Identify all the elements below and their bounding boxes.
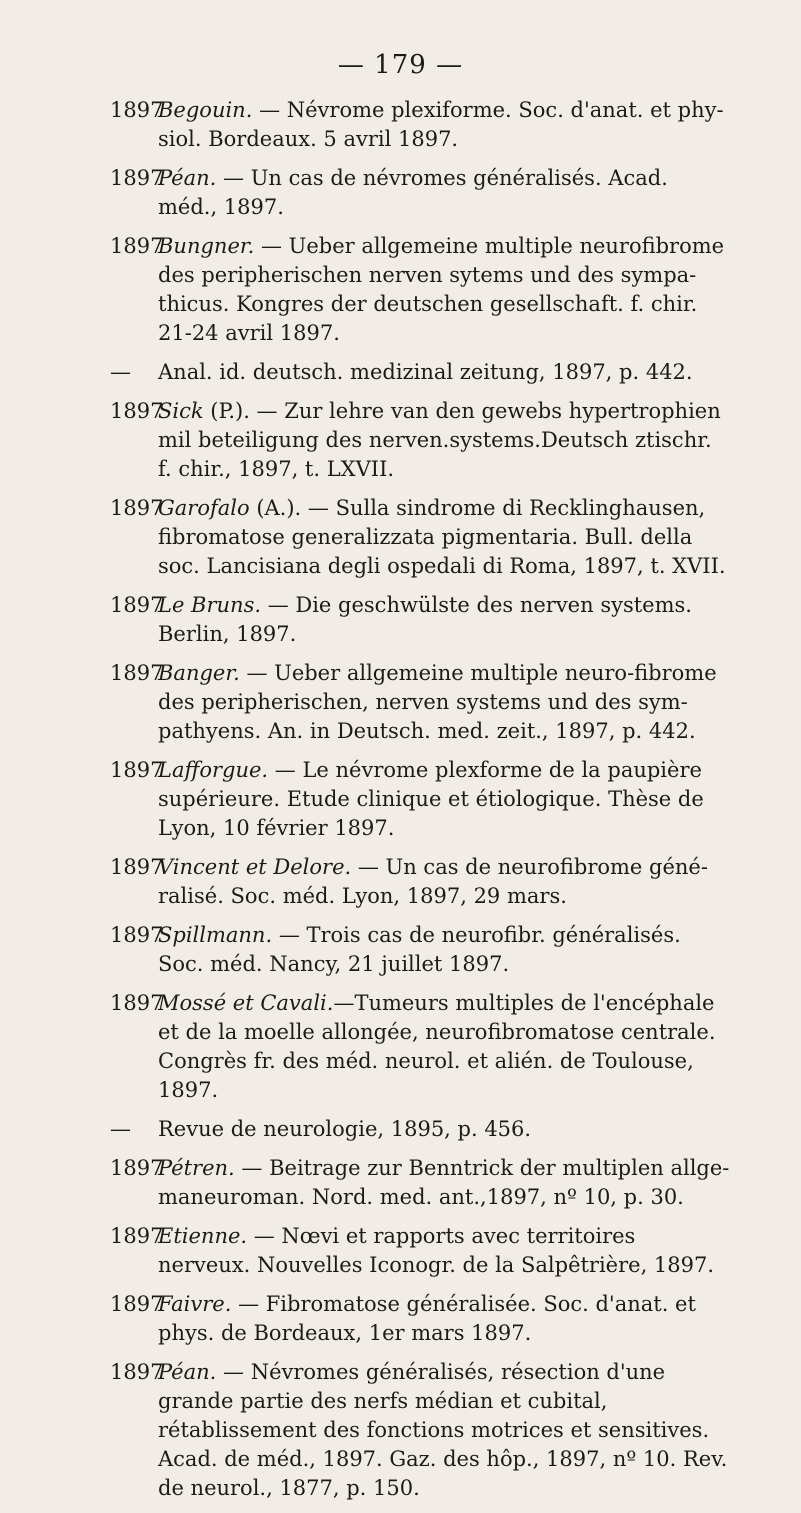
- entry-text: — Beitrage zur Benntrick der multiplen allge- maneuroman. Nord. med. ant.,1897, nº 10, p. 30.: [158, 1156, 730, 1209]
- bibliography-entry: [110, 1154, 730, 1212]
- entry-text: — Nœvi et rapports avec territoires nerveux. Nouvelles Iconogr. de la Salpêtrière, 1897.: [158, 1224, 715, 1277]
- entry-text: Revue de neurologie, 1895, p. 456.: [158, 1117, 532, 1141]
- entry-year: 1897: [110, 593, 164, 617]
- bibliography-entry: [110, 1222, 730, 1280]
- bibliography-entry: [110, 164, 730, 222]
- bibliography-entry: [110, 591, 730, 649]
- entry-text: — Le névrome plexforme de la paupière supérieure. Etude clinique et étiologique. Thèse de Lyon, 10 février 1897.: [158, 758, 704, 840]
- entry-year: 1897: [110, 1360, 164, 1384]
- entry-year: —: [110, 1117, 131, 1141]
- entry-text: — Un cas de neurofibrome géné- ralisé. Soc. méd. Lyon, 1897, 29 mars.: [158, 855, 708, 908]
- entry-year: —: [110, 360, 131, 384]
- entry-author: Sick: [158, 399, 204, 423]
- entry-author: Péan.: [158, 166, 217, 190]
- entry-year: 1897: [110, 234, 164, 258]
- entry-year: 1897: [110, 1156, 164, 1180]
- entry-text: — Die geschwülste des nerven systems. Berlin, 1897.: [158, 593, 692, 646]
- entry-year: 1897: [110, 496, 164, 520]
- entry-author: Etienne.: [158, 1224, 248, 1248]
- entry-text: —Tumeurs multiples de l'encéphale et de la moelle allongée, neurofibromatose centrale. Congrès fr. des méd. neurol. et alién. de Toulouse, 1897.: [158, 991, 716, 1102]
- bibliography-entry: [110, 756, 730, 843]
- entry-text: Anal. id. deutsch. medizinal zeitung, 1897, p. 442.: [158, 360, 693, 384]
- entry-text: — Névrome plexiforme. Soc. d'anat. et phy- siol. Bordeaux. 5 avril 1897.: [158, 98, 724, 151]
- entry-year: 1897: [110, 661, 164, 685]
- entry-text: — Ueber allgemeine multiple neuro-fibrome des peripherischen, nerven systems und des sym- pathyens. An. in Deutsch. med. zeit., 1897, p. 442.: [158, 661, 717, 743]
- entry-text: (A.). — Sulla sindrome di Recklinghausen, fibromatose generalizzata pigmentaria. Bull. della soc. Lancisiana degli ospedali di Roma, 1897, t. XVII.: [158, 496, 726, 578]
- bibliography-entry: [110, 1115, 730, 1144]
- entry-year: 1897: [110, 758, 164, 782]
- entry-author: Mossé et Cavali.: [158, 991, 334, 1015]
- entry-year: 1897: [110, 98, 164, 122]
- entry-year: 1897: [110, 991, 164, 1015]
- entry-author: Begouin.: [158, 98, 253, 122]
- bibliography-entry: [110, 1358, 730, 1503]
- entry-author: Banger.: [158, 661, 240, 685]
- bibliography-list: [110, 96, 730, 1513]
- bibliography-entry: [110, 232, 730, 348]
- entry-author: Faivre.: [158, 1292, 232, 1316]
- entry-year: 1897: [110, 1224, 164, 1248]
- bibliography-entry: [110, 853, 730, 911]
- bibliography-entry: [110, 1290, 730, 1348]
- entry-author: Vincent et Delore.: [158, 855, 352, 879]
- bibliography-entry: [110, 659, 730, 746]
- entry-year: 1897: [110, 855, 164, 879]
- entry-year: 1897: [110, 1292, 164, 1316]
- bibliography-entry: [110, 96, 730, 154]
- entry-author: Péan.: [158, 1360, 217, 1384]
- entry-author: Garofalo: [158, 496, 250, 520]
- entry-author: Spillmann.: [158, 923, 273, 947]
- bibliography-entry: [110, 494, 730, 581]
- bibliography-entry: [110, 989, 730, 1105]
- entry-author: Bungner.: [158, 234, 255, 258]
- entry-text: — Névromes généralisés, résection d'une grande partie des nerfs médian et cubital, rétablissement des fonctions motrices et sensitives. Acad. de méd., 1897. Gaz. des hôp., 1897, nº 10. Rev. de neurol., 1877, p. 150.: [158, 1360, 728, 1500]
- entry-text: — Trois cas de neurofibr. généralisés. Soc. méd. Nancy, 21 juillet 1897.: [158, 923, 681, 976]
- entry-year: 1897: [110, 923, 164, 947]
- entry-text: — Ueber allgemeine multiple neurofibrome des peripherischen nerven sytems und des sympa- thicus. Kongres der deutschen gesellschaft. f. chir. 21-24 avril 1897.: [158, 234, 725, 345]
- page-number: — 179 —: [337, 50, 464, 80]
- entry-author: Le Bruns.: [158, 593, 262, 617]
- entry-text: (P.). — Zur lehre van den gewebs hypertrophien mil beteiligung des nerven.systems.Deutsch ztischr. f. chir., 1897, t. LXVII.: [158, 399, 721, 481]
- entry-text: — Un cas de névromes généralisés. Acad. méd., 1897.: [158, 166, 668, 219]
- entry-author: Pétren.: [158, 1156, 235, 1180]
- bibliography-entry: [110, 397, 730, 484]
- entry-text: — Fibromatose généralisée. Soc. d'anat. et phys. de Bordeaux, 1er mars 1897.: [158, 1292, 696, 1345]
- entry-author: Lafforgue.: [158, 758, 269, 782]
- entry-year: 1897: [110, 166, 164, 190]
- bibliography-entry: [110, 358, 730, 387]
- entry-year: 1897: [110, 399, 164, 423]
- bibliography-entry: [110, 921, 730, 979]
